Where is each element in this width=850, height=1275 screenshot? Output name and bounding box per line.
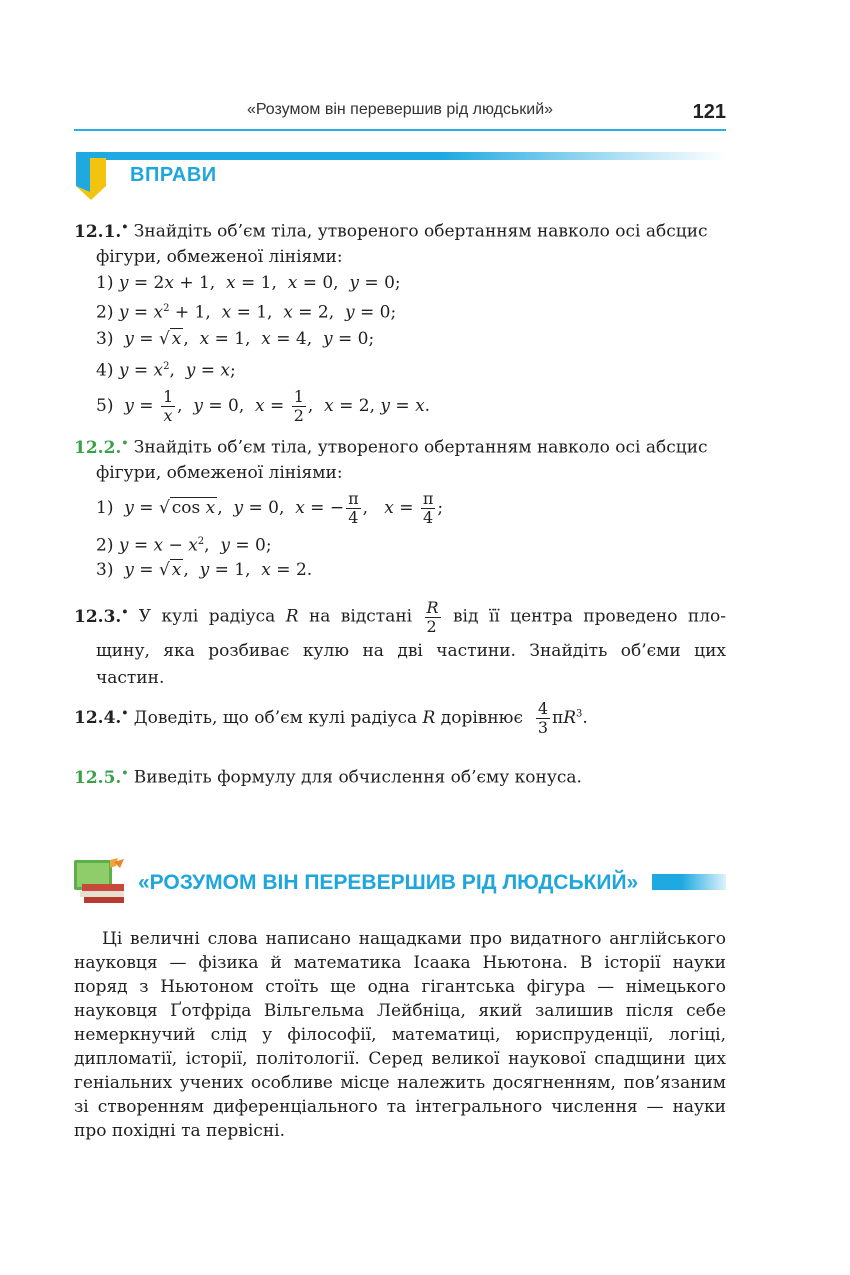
exercise-number: 12.1.• (74, 220, 129, 242)
page-number: 121 (692, 101, 726, 123)
exercise-text: фігури, обмеженої лініями: (96, 462, 343, 483)
flag-icon (76, 152, 106, 200)
body-paragraph: Ці величні слова написано нащадками про видатного англійського науковця — фізика й математика Ісаака Ньютона. В історії науки поряд з Ньютоном стоїть ще одна гігантська фігура — німецького науковця Ґотфріда Вільгельма Лейбніца, який залишив після себе немеркнучий слід у філософії, математиці, юриспруденції, логіці, дипломатії, історії, політології. Серед великої наукової спадщини цих геніальних учених особливе місце належить досягненням, пов’язаним зі створенням диференціального та інтегрального числення — науки про похідні та первісні. (74, 929, 726, 1141)
exercise-number: 12.4.• (74, 706, 129, 728)
section-title: ВПРАВИ (130, 164, 217, 186)
exercise-12-3: 12.3.• У кулі радіуса R на відстані $\frac{R}{2}$ від її центра проведено пло- щину, яка розбиває кулю на дві частини. Знайдіть об’єми цих частин. (74, 598, 726, 692)
section-title: «РОЗУМОМ ВІН ПЕРЕВЕРШИВ РІД ЛЮДСЬКИЙ» (138, 871, 639, 894)
item-3: 3) y = √ x , x = 1, x = 4, y = 0; (96, 329, 375, 350)
item-1: 1) y = 2x + 1, x = 1, x = 0, y = 0; (96, 272, 401, 293)
exercise-number: 12.2.• (74, 436, 129, 458)
exercise-12-5 (74, 760, 726, 791)
section-bar (652, 874, 726, 890)
header-rule (74, 129, 726, 131)
exercise-number: 12.3.• (74, 605, 129, 627)
exercise-text: щину, яка розбиває кулю на дві частини. Знайдіть об’єми цих частин. (96, 640, 726, 688)
item-2: 2) $y = x^2 + 1$, x = 1, x = 2, y = 0; (96, 302, 397, 323)
section-bar (92, 152, 726, 160)
exercise-text: Виведіть формулу для обчислення об’єму конуса. (133, 767, 582, 788)
item-3: 3) y = √ x , y = 1, x = 2. (96, 560, 313, 581)
exercise-12-4: 12.4.• Доведіть, що об’єм кулі радіуса R дорівнює $\frac{4}{3}$ $\pi R^3$. (74, 699, 588, 737)
exercise-text: фігури, обмеженої лініями: (96, 246, 343, 267)
exercise-12-1 (74, 214, 726, 425)
exercise-text: Знайдіть об’єм тіла, утвореного обертанням навколо осі абсцис (133, 437, 708, 458)
item-5: 5) y = $\frac{1}{x}$ , y = 0, x = $\frac{1}{2}$ , x = 2, y = x. (96, 386, 431, 425)
item-1: 1) y = √ cos x , y = 0, x = − $\frac{\pi}{4}$ , x = $\frac{\pi}{4}$ ; (96, 488, 444, 527)
item-2: 2) $y = x - x^2$, y = 0; (96, 535, 272, 556)
exercise-12-2 (74, 430, 726, 583)
running-title: «Розумом він перевершив рід людський» (246, 101, 554, 118)
item-4: 4) $y = x^2$, y = x; (96, 360, 236, 381)
books-icon (74, 858, 126, 904)
exercise-number: 12.5.• (74, 766, 129, 788)
exercise-text: Знайдіть об’єм тіла, утвореного обертанням навколо осі абсцис (133, 221, 708, 242)
